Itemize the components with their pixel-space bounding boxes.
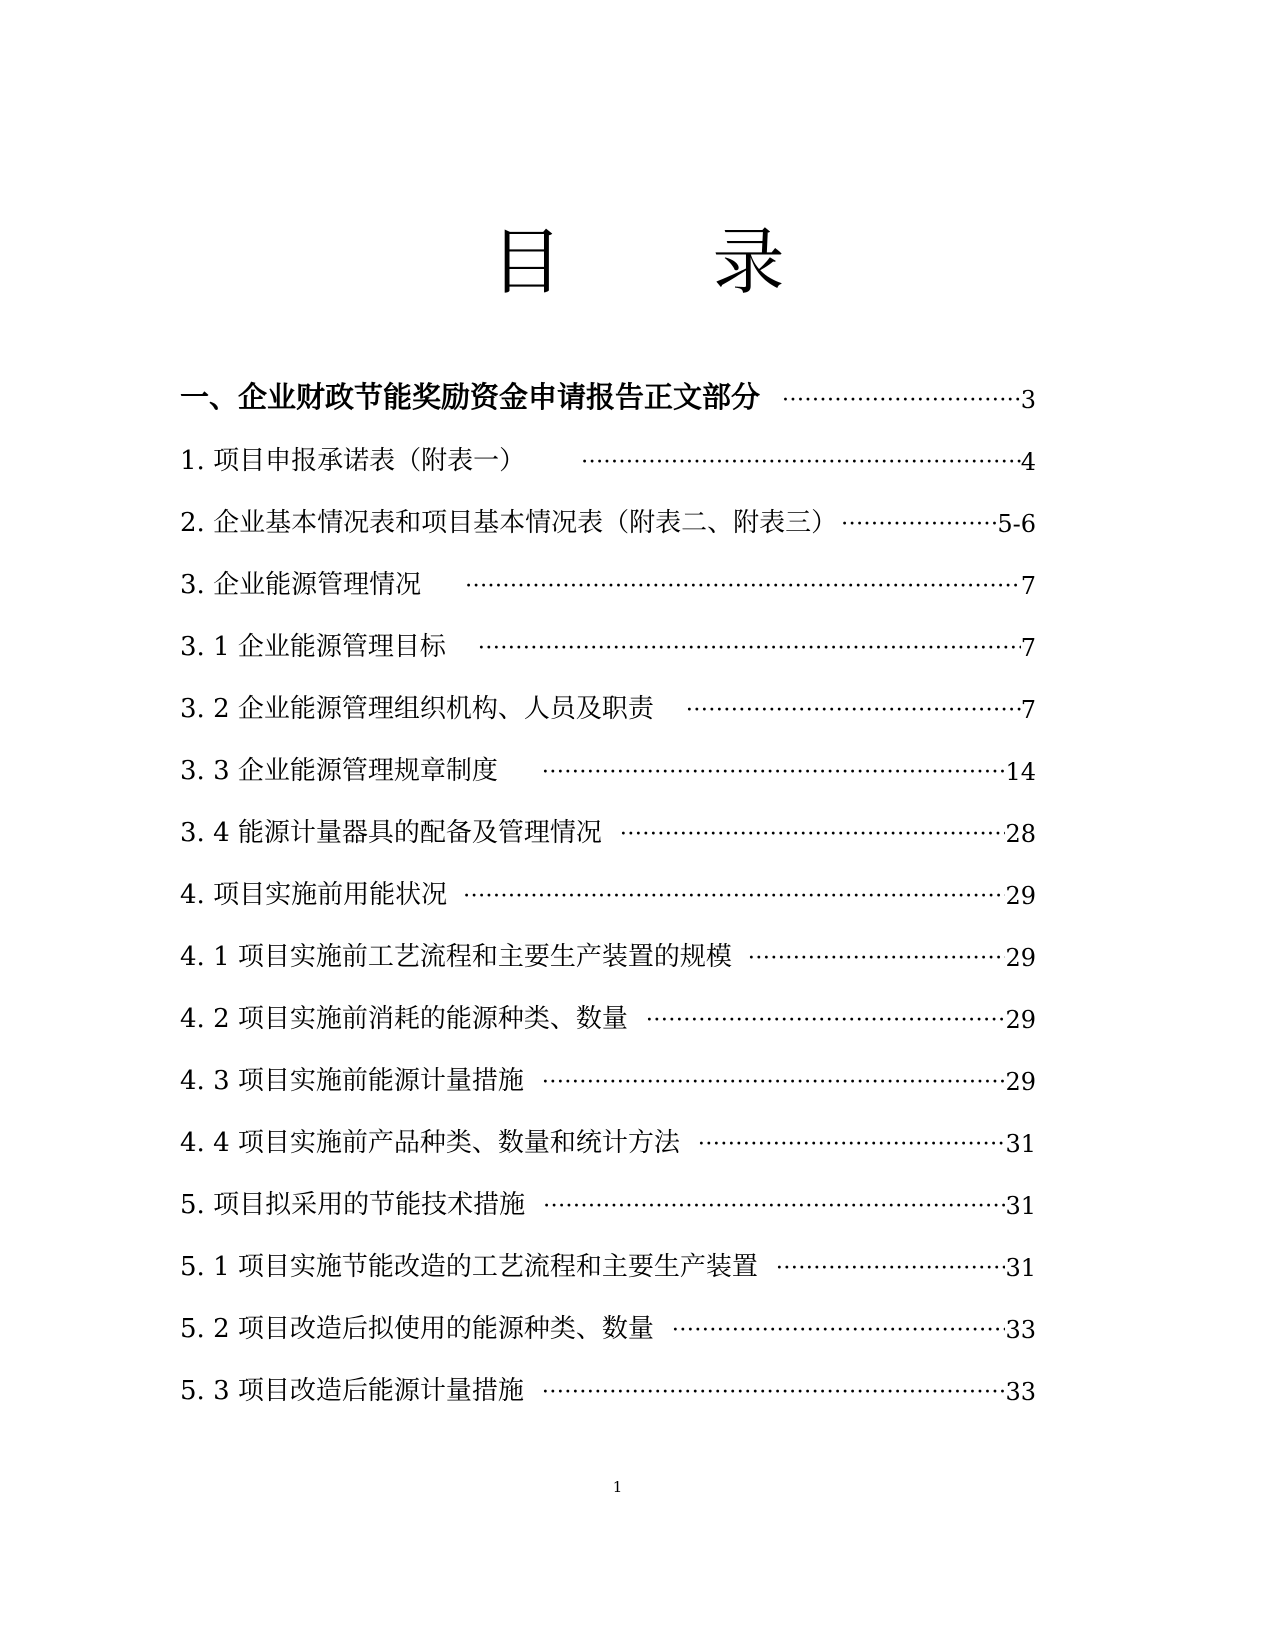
- toc-entry-label: 3. 1 企业能源管理目标: [180, 632, 446, 662]
- toc-entry[interactable]: [180, 734, 1036, 796]
- toc-entry[interactable]: [180, 982, 1036, 1044]
- toc-leader-dots: [543, 1196, 1005, 1230]
- toc-entry[interactable]: [180, 424, 1036, 486]
- toc-leader-dots: [478, 638, 1021, 672]
- toc-entry-label: 3. 企业能源管理情况: [180, 570, 422, 600]
- toc-entry-label: 4. 2 项目实施前消耗的能源种类、数量: [180, 1004, 628, 1034]
- toc-leader-dots: [776, 1258, 1006, 1292]
- toc-entry[interactable]: [180, 610, 1036, 672]
- toc-entry-label: 5. 3 项目改造后能源计量措施: [180, 1376, 524, 1406]
- toc-leader-dots: [581, 452, 1021, 486]
- toc-entry-page: 29: [1005, 1068, 1036, 1096]
- title-char-2: 录: [712, 220, 785, 304]
- toc-leader-dots: [465, 576, 1021, 610]
- table-of-contents: [180, 362, 1036, 1416]
- toc-entry-label: 1. 项目申报承诺表（附表一）: [180, 446, 526, 476]
- toc-entry-page: 33: [1005, 1378, 1036, 1406]
- toc-leader-dots: [748, 948, 1006, 982]
- toc-entry[interactable]: [180, 672, 1036, 734]
- toc-entry-label: 5. 1 项目实施节能改造的工艺流程和主要生产装置: [180, 1252, 758, 1282]
- toc-entry-page: 31: [1005, 1254, 1036, 1282]
- toc-entry[interactable]: [180, 1292, 1036, 1354]
- toc-entry-page: 4: [1020, 448, 1036, 476]
- toc-entry-label: 5. 2 项目改造后拟使用的能源种类、数量: [180, 1314, 654, 1344]
- page-number: 1: [612, 1478, 623, 1496]
- toc-entry-page: 5-6: [997, 510, 1036, 538]
- toc-leader-dots: [463, 886, 1005, 920]
- toc-entry-label: 4. 4 项目实施前产品种类、数量和统计方法: [180, 1128, 680, 1158]
- toc-leader-dots: [672, 1320, 1006, 1354]
- toc-entry[interactable]: [180, 1106, 1036, 1168]
- toc-entry-label: 3. 2 企业能源管理组织机构、人员及职责: [180, 694, 654, 724]
- toc-entry-label: 一、企业财政节能奖励资金申请报告正文部分: [180, 380, 761, 414]
- toc-entry[interactable]: [180, 920, 1036, 982]
- toc-entry[interactable]: [180, 1230, 1036, 1292]
- toc-leader-dots: [542, 1072, 1006, 1106]
- toc-entry-page: 31: [1005, 1130, 1036, 1158]
- toc-entry[interactable]: [180, 796, 1036, 858]
- toc-entry-label: 5. 项目拟采用的节能技术措施: [180, 1190, 526, 1220]
- toc-leader-dots: [686, 700, 1021, 734]
- toc-entry-label: 2. 企业基本情况表和项目基本情况表（附表二、附表三）: [180, 508, 838, 538]
- toc-entry-page: 7: [1020, 634, 1036, 662]
- page-title: [0, 222, 1275, 302]
- toc-entry[interactable]: [180, 1044, 1036, 1106]
- toc-entry[interactable]: [180, 1168, 1036, 1230]
- toc-entry-label: 4. 1 项目实施前工艺流程和主要生产装置的规模: [180, 942, 732, 972]
- toc-leader-dots: [542, 762, 1006, 796]
- toc-entry-label: 4. 项目实施前用能状况: [180, 880, 448, 910]
- toc-leader-dots: [698, 1134, 1006, 1168]
- toc-entry[interactable]: [180, 548, 1036, 610]
- toc-leader-dots: [620, 824, 1006, 858]
- toc-entry-label: 3. 4 能源计量器具的配备及管理情况: [180, 818, 602, 848]
- toc-entry-section-1[interactable]: [180, 362, 1036, 424]
- toc-leader-dots: [782, 390, 1021, 424]
- toc-entry-page: 3: [1020, 386, 1036, 414]
- toc-entry-page: 14: [1005, 758, 1036, 786]
- toc-entry-page: 29: [1005, 882, 1036, 910]
- title-char-1: 目: [490, 220, 563, 304]
- toc-entry-page: 33: [1005, 1316, 1036, 1344]
- toc-entry-label: 4. 3 项目实施前能源计量措施: [180, 1066, 524, 1096]
- toc-entry[interactable]: [180, 858, 1036, 920]
- toc-entry-page: 7: [1020, 572, 1036, 600]
- toc-entry-page: 7: [1020, 696, 1036, 724]
- toc-entry-page: 28: [1005, 820, 1036, 848]
- toc-entry-page: 29: [1005, 944, 1036, 972]
- toc-entry[interactable]: [180, 486, 1036, 548]
- toc-entry-label: 3. 3 企业能源管理规章制度: [180, 756, 498, 786]
- toc-leader-dots: [646, 1010, 1006, 1044]
- toc-entry-page: 31: [1005, 1192, 1036, 1220]
- toc-leader-dots: [841, 514, 997, 548]
- toc-entry-page: 29: [1005, 1006, 1036, 1034]
- toc-entry[interactable]: [180, 1354, 1036, 1416]
- toc-leader-dots: [542, 1382, 1006, 1416]
